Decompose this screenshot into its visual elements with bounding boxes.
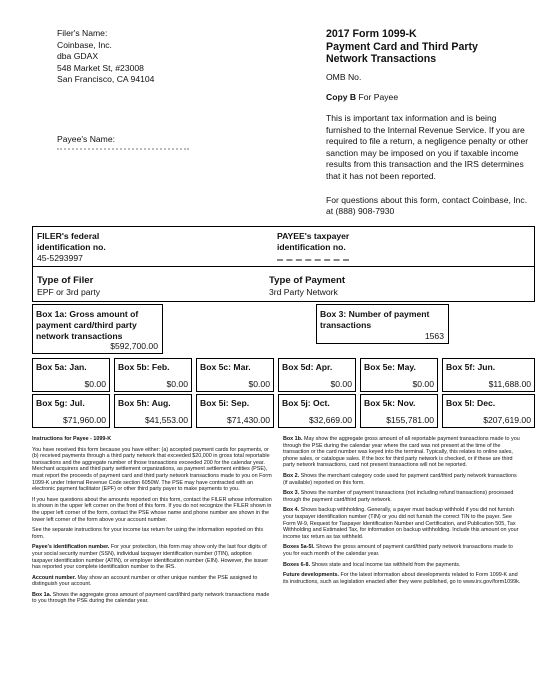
filer-name-label: Filer's Name: [57,28,108,38]
box-1a-label-3: network transactions [36,331,123,341]
box-5c-mar [196,358,274,392]
instructions-text: Shows the number of payment transactions (not including refund transactions) processed through the payment card/third party network. [283,490,514,503]
month-label: Box 5i: Sep. [200,398,250,408]
instructions-text: May show the aggregate gross amount of all reportable payment transactions made to you through the PSE during the calendar year where the card was not present at the time of the transaction or the card number was keyed into the terminal. Typically, this relates to online sales, phone sales, or catalogue sales. If the box for third party network is checked, or if these are third party network transactions, card not present transactions will not be reported. [283,436,520,469]
box-1a-value: $592,700.00 [110,341,158,351]
month-label: Box 5g: Jul. [36,398,85,408]
box-3 [316,304,449,344]
instructions-left-column [32,436,272,609]
box-5b-feb [114,358,192,392]
box-3-value: 1563 [424,331,444,341]
payee-name-redacted [57,148,189,150]
box-5d-apr [278,358,356,392]
payee-tin-label-2: identification no. [277,242,346,252]
copy-label-rest: For Payee [356,92,399,103]
filer-dba: dba GDAX [57,51,99,62]
payee-name-label: Payee's Name: [57,134,116,144]
month-value: $32,669.00 [308,415,352,425]
instructions-term: Boxes 5a-5l. [283,544,315,551]
filer-info [57,28,154,86]
instructions-term: Payee's identification number. [32,544,110,551]
instructions-term: Account number. [32,574,77,581]
payee-tin-section [277,231,349,253]
box-5e-may [360,358,438,392]
instructions-term: Box 2. [283,472,300,479]
month-value: $71,430.00 [226,415,270,425]
filer-tin-label-1: FILER's federal [37,231,100,241]
instructions-text: May show an account number or other unique number the PSE assigned to distinguish your account. [32,574,258,588]
instructions-paragraph [283,507,521,540]
instructions-paragraph [283,436,521,469]
filer-name: Coinbase, Inc. [57,39,112,50]
filer-type-value: EPF or 3rd party [37,287,101,297]
instructions-right-column [283,436,521,589]
filer-type-label: Type of Filer [37,275,94,286]
instructions-paragraph [32,575,272,588]
month-value: $41,553.00 [144,415,188,425]
month-label: Box 5c: Mar. [200,362,251,372]
box-5f-jun [442,358,535,392]
copy-label-bold: Copy B [326,92,357,103]
copy-label [326,92,531,104]
form-title-line-3: Network Transactions [326,53,437,66]
instructions-text: Shows backup withholding. Generally, a payer must backup withhold if you did not furnish your taxpayer identification number (TIN) or you did not furnish the correct TIN to the payer. See Form W-9, Request for Taxpayer Identification Number and Certification, and Publication 505, Tax Withholding and Estimated Tax, for information on backup withholding. Include this amount on your income tax return as tax withheld. [283,507,519,540]
instructions-text: Shows the gross amount of payment card/third party network transactions made to you for each month of the calendar year. [283,544,513,557]
tax-notice: This is important tax information and is being furnished to the Internal Revenue Service. If you are required to file a return, a negligence penalty or other sanction may be imposed on you if taxable income results from this transaction and the IRS determines that it has not been reported. [326,112,529,181]
instructions-paragraph: See the separate instructions for your income tax return for using the information reported on this form. [32,527,264,540]
form-title-line-2: Payment Card and Third Party [326,40,478,53]
instructions-paragraph [283,572,521,585]
instructions-paragraph [283,490,521,503]
month-label: Box 5e: May. [364,362,416,372]
payee-tin-label-1: PAYEE's taxpayer [277,231,350,241]
payment-type-value: 3rd Party Network [269,287,338,297]
form-header [326,28,531,218]
month-value: $0.00 [166,379,188,389]
instructions-term: Box 1a. [32,591,52,598]
box-1a-label-1: Box 1a: Gross amount of [36,309,139,319]
instructions-paragraph [32,592,272,605]
filer-tin-section [37,231,106,263]
box-1a-label-2: payment card/third party [36,320,137,330]
month-value: $0.00 [412,379,434,389]
month-value: $0.00 [84,379,106,389]
box-5i-sep [196,394,274,428]
instructions-term: Boxes 6-8. [283,561,310,568]
month-label: Box 5d: Apr. [282,362,333,372]
instructions-paragraph: If you have questions about the amounts reported on this form, contact the FILER whose information is shown in the upper left corner on the front of this form. If you do not recognize the FILER shown in the upper left corner of the form, contact the PSE whose name and phone number are shown in the lower left corner of the form above your account number. [32,496,272,523]
instructions-text: Shows the aggregate gross amount of payment card/third party network transactions made to you through the PSE during the calendar year. [32,591,270,605]
filer-type-section [37,275,100,297]
month-value: $0.00 [248,379,270,389]
box-1a [32,304,163,354]
month-label: Box 5h: Aug. [118,398,171,408]
instructions-paragraph [283,473,521,486]
payee-tin-redacted [277,259,349,261]
month-value: $11,688.00 [488,379,531,389]
instructions-term: Box 3. [283,490,300,497]
month-value: $155,781.00 [386,415,434,425]
box-5g-jul [32,394,110,428]
instructions-paragraph [32,544,272,570]
instructions-text: Shows the merchant category code used for payment card/third party network transactions (if available) reported on this form. [283,472,517,486]
month-label: Box 5l: Dec. [446,398,496,408]
box-3-label-1: Box 3: Number of payment [320,309,430,319]
identification-divider [33,266,534,267]
instructions-text: For the latest information about developments related to Form 1099-K and its instructions, such as legislation enacted after they were published, go to www.irs.gov/form1099k. [283,572,521,585]
omb-number: OMB No. [326,71,362,82]
instructions-paragraph [283,562,521,569]
month-label: Box 5b: Feb. [118,362,170,372]
box-5a-jan [32,358,110,392]
instructions-term: Box 1b. [283,436,303,442]
contact-text: For questions about this form, contact Coinbase, Inc. at (888) 908-7930 [326,194,528,217]
instructions-heading: Instructions for Payee - 1099-K [32,436,112,442]
instructions-term: Box 4. [283,507,300,514]
month-label: Box 5j: Oct. [282,398,330,408]
identification-box [32,226,535,302]
month-label: Box 5f: Jun. [446,362,496,372]
month-value: $71,960.00 [62,415,106,425]
month-label: Box 5a: Jan. [36,362,87,372]
form-title-line-1: 2017 Form 1099-K [326,28,417,40]
instructions-text: For your protection, this form may show only the last four digits of your social security number (SSN), individual taxpayer identification number (ITIN), adoption taxpayer identification number (ATIN), or employer identification number (EIN). However, the issuer has reported your complete identification number to the IRS. [32,544,268,571]
filer-city: San Francisco, CA 94104 [57,74,155,85]
month-value: $0.00 [330,379,352,389]
box-3-label-2: transactions [320,320,372,330]
filer-tin-label-2: identification no. [37,242,106,252]
month-label: Box 5k: Nov. [364,398,416,408]
payment-type-section [269,275,345,297]
box-5l-dec [442,394,535,428]
box-5k-nov [360,394,438,428]
box-5j-oct [278,394,356,428]
month-value: $207,619.00 [483,415,531,425]
instructions-paragraph [283,544,521,557]
box-5h-aug [114,394,192,428]
instructions-paragraph: You have received this form because you have either: (a) accepted payment cards for payments, or (b) received payments through a third party network that exceeded $20,000 in gross total reportable transactions and the aggregate number of those transactions exceeded 200 for the calendar year. Merchant acquirers and third party settlement organizations, as payment settlement entities (PSE), must report the proceeds of payment card and third party network transactions made to you on Form 1099-K under Internal Revenue Code section 6050W. The PSE may have contracted with an electronic payment facilitator (EPF) or other third party payer to make payments to you. [32,446,272,493]
instructions-text: Shows state and local income tax withheld from the payments. [309,561,461,568]
payment-type-label: Type of Payment [269,275,346,286]
filer-street: 548 Market St, #23008 [57,62,144,73]
instructions-term: Future developments. [283,572,340,579]
filer-tin-value: 45-5293997 [37,253,83,263]
